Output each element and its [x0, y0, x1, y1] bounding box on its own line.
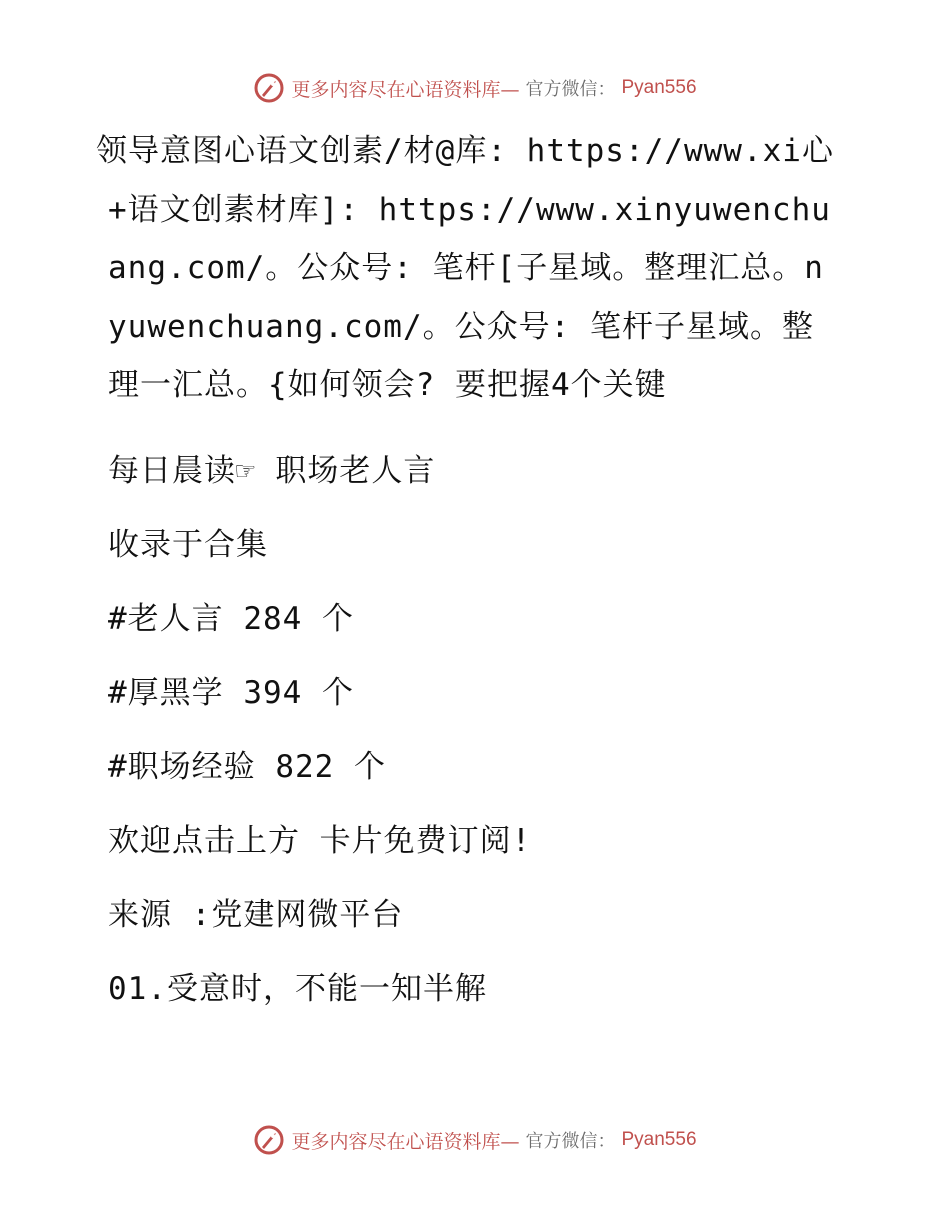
line-tag-laorenyan: #老人言 284 个	[108, 600, 354, 637]
line-tag-zhichang: #职场经验 822 个	[108, 748, 386, 785]
fountain-pen-logo-icon	[253, 72, 285, 104]
watermark-text: 更多内容尽在心语资料库—	[291, 1130, 520, 1153]
line-subscribe: 欢迎点击上方 卡片免费订阅!	[108, 822, 532, 859]
header-watermark	[0, 72, 950, 104]
line-collection: 收录于合集	[108, 526, 268, 563]
watermark-wechat-id: Pyan556	[621, 1129, 697, 1150]
line-tag-houheixue: #厚黑学 394 个	[108, 674, 354, 711]
line-section-01: 01.受意时，不能一知半解	[108, 970, 487, 1007]
fountain-pen-logo-icon	[253, 1124, 285, 1156]
watermark-wechat-label: 官方微信：	[525, 79, 616, 100]
line-source: 来源 :党建网微平台	[108, 896, 404, 933]
intro-paragraph: 领导意图心语文创素/材@库: https://www.xi心+语文创素材库]: https://www.xinyuwenchuang.com/。公众号: 笔杆[子星域。整理汇总。nyuwenchuang.com/。公众号: 笔杆子星域。整理一汇总。{如何领会? 要把握4个关键	[96, 133, 834, 403]
watermark-text: 更多内容尽在心语资料库—	[291, 78, 520, 101]
watermark-wechat-label: 官方微信：	[525, 1131, 616, 1152]
line-morning-reading: 每日晨读☞ 职场老人言	[108, 452, 436, 489]
document-body	[96, 122, 836, 1009]
footer-watermark	[0, 1124, 950, 1156]
watermark-wechat-id: Pyan556	[621, 77, 697, 98]
